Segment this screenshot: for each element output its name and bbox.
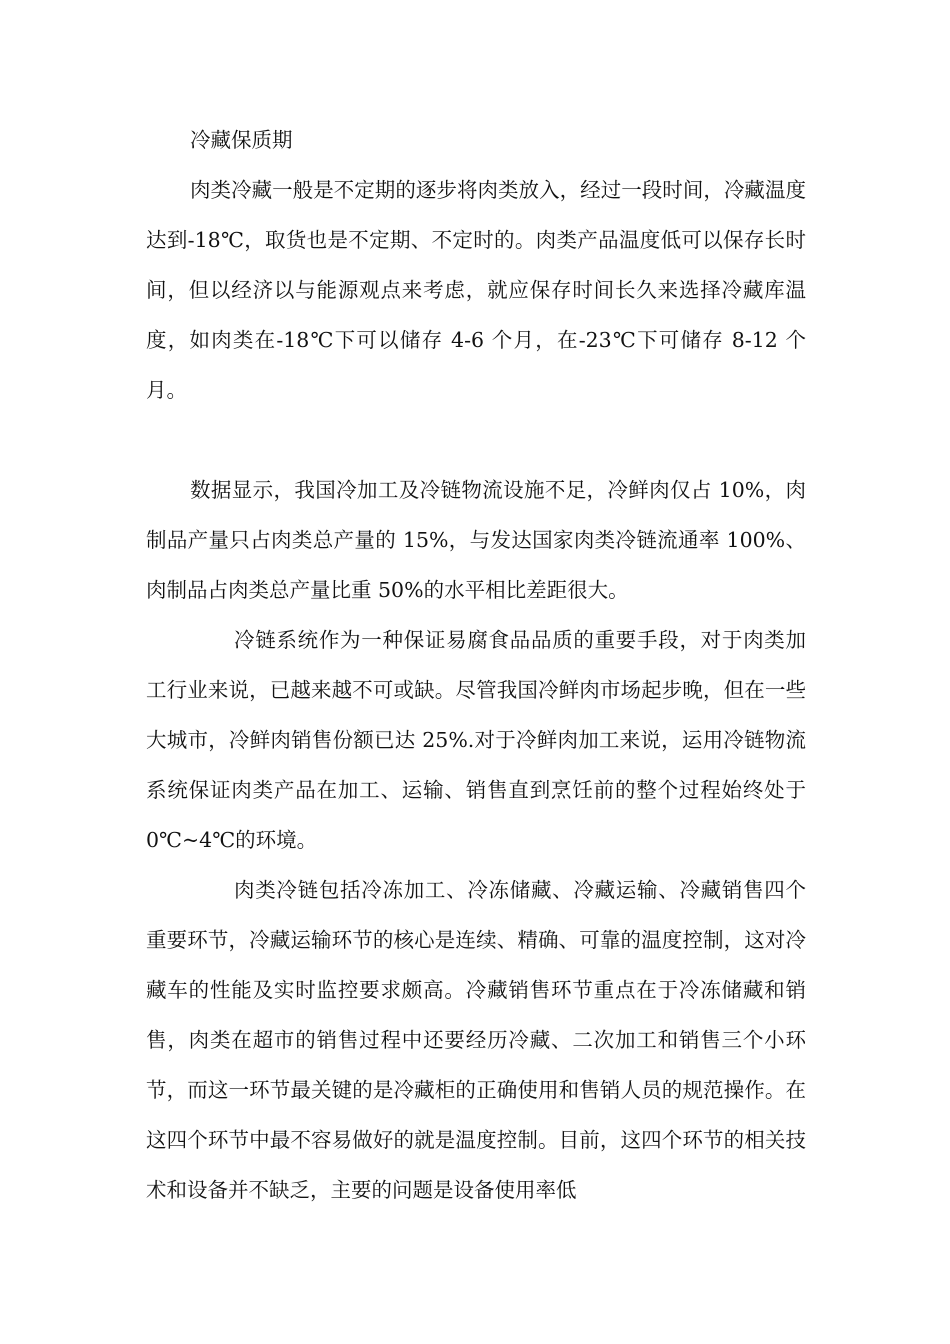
paragraph-gap xyxy=(146,415,806,465)
paragraph-cold-chain-links: 肉类冷链包括冷冻加工、冷冻储藏、冷藏运输、冷藏销售四个重要环节，冷藏运输环节的核心是连续、精确、可靠的温度控制，这对冷藏车的性能及实时监控要求颇高。冷藏销售环节重点在于冷冻储藏和销售，肉类在超市的销售过程中还要经历冷藏、二次加工和销售三个小环节，而这一环节最关键的是冷藏柜的正确使用和售销人员的规范操作。在这四个环节中最不容易做好的就是温度控制。目前，这四个环节的相关技术和设备并不缺乏，主要的问题是设备使用率低 xyxy=(146,878,806,1202)
paragraph-statistics: 数据显示，我国冷加工及冷链物流设施不足，冷鲜肉仅占 10%，肉制品产量只占肉类总产量的 15%，与发达国家肉类冷链流通率 100%、肉制品占肉类总产量比重 50%的水平相比差距很大。 xyxy=(146,478,806,602)
paragraph-cold-chain-system: 冷链系统作为一种保证易腐食品品质的重要手段，对于肉类加工行业来说，已越来越不可或缺。尽管我国冷鲜肉市场起步晚，但在一些大城市，冷鲜肉销售份额已达 25%.对于冷鲜肉加工来说，运用冷链物流系统保证肉类产品在加工、运输、销售直到烹饪前的整个过程始终处于 0℃~4℃的环境。 xyxy=(146,628,806,852)
paragraph-storage: 肉类冷藏一般是不定期的逐步将肉类放入，经过一段时间，冷藏温度达到-18℃，取货也是不定期、不定时的。肉类产品温度低可以保存长时间，但以经济以与能源观点来考虑，就应保存时间长久来选择冷藏库温度，如肉类在-18℃下可以储存 4-6 个月，在-23℃下可储存 8-12 个月。 xyxy=(146,178,806,402)
document-body xyxy=(146,115,806,1215)
section-heading: 冷藏保质期 xyxy=(190,128,293,152)
